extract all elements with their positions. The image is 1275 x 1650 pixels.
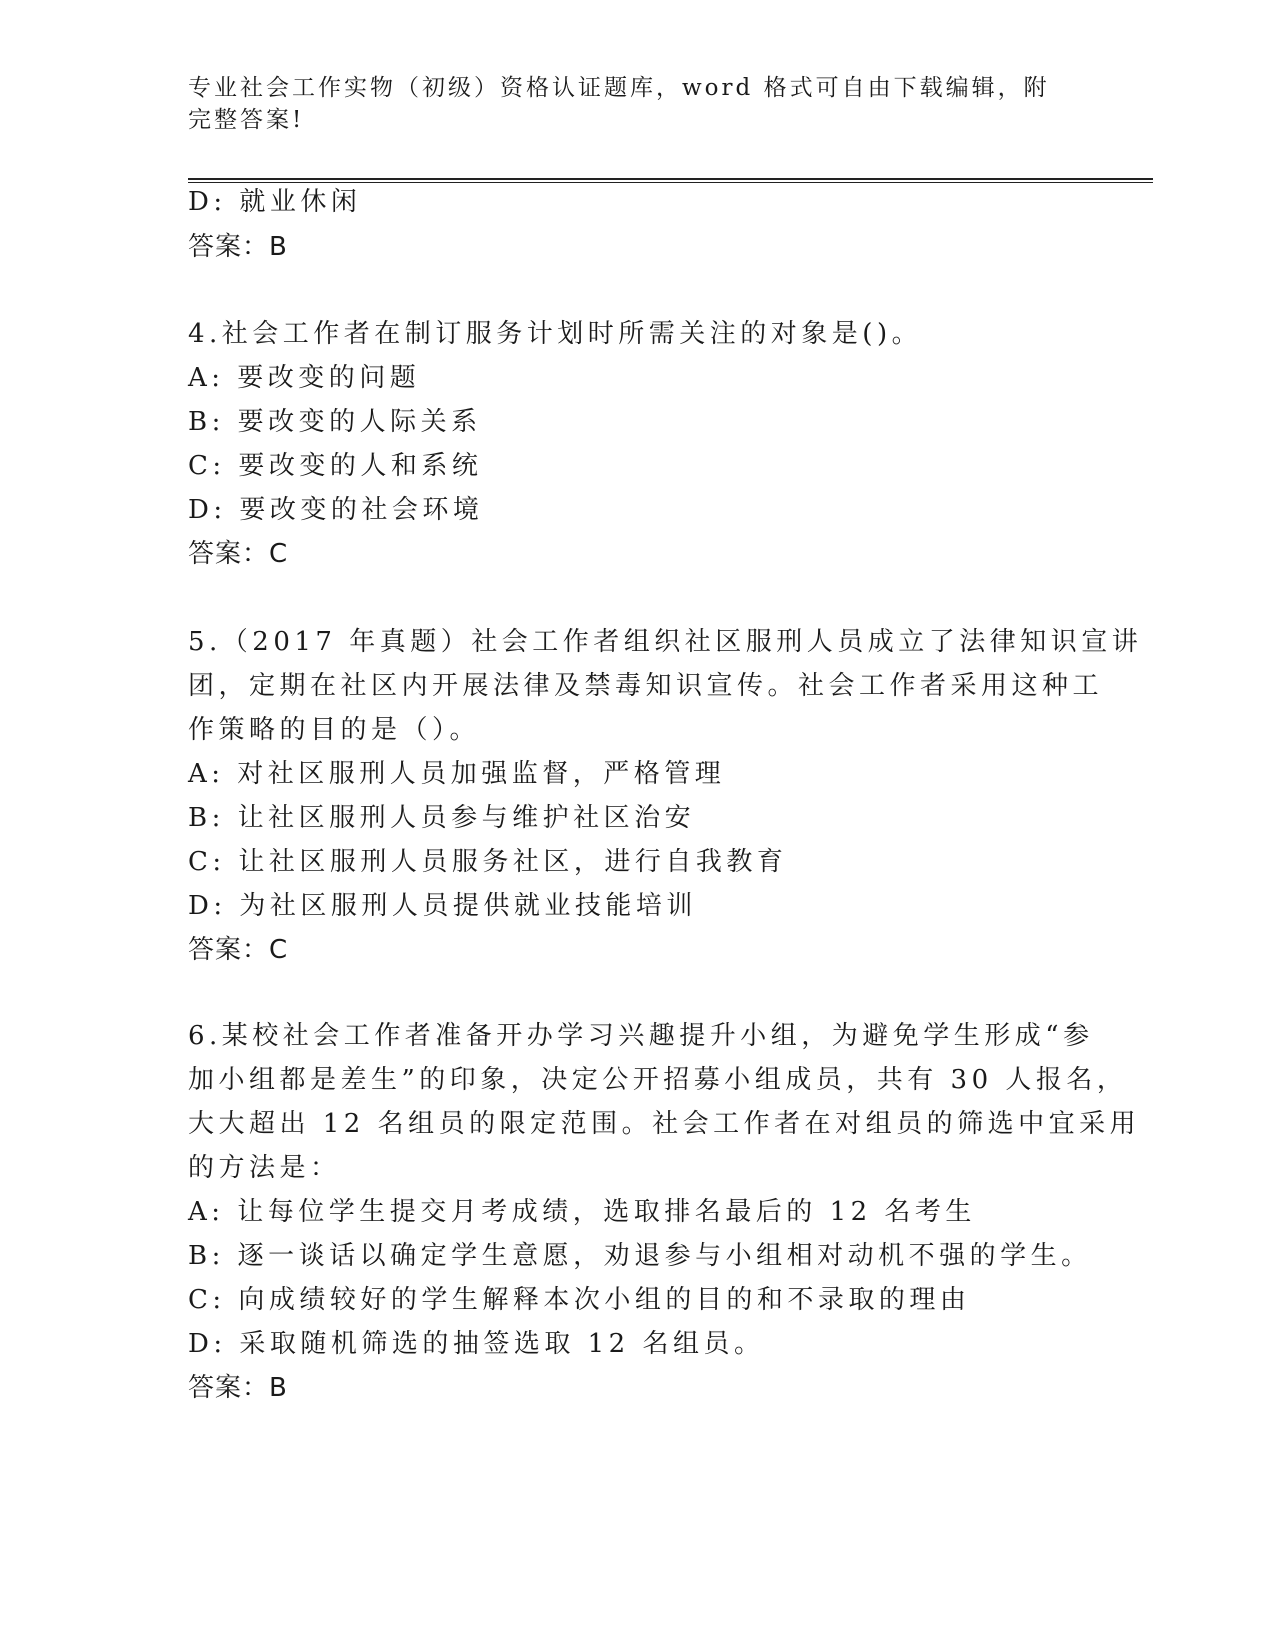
prev-answer: 答案：B — [188, 232, 288, 262]
q5-answer: 答案：C — [188, 935, 289, 965]
q5-stem-line-2: 团，定期在社区内开展法律及禁毒知识宣传。社会工作者采用这种工 — [188, 671, 1104, 701]
q5-option-c: C: 让社区服刑人员服务社区，进行自我教育 — [188, 847, 788, 877]
page-header: 专业社会工作实物（初级）资格认证题库，word 格式可自由下载编辑，附完整答案! — [188, 75, 1050, 133]
q5-option-b: B: 让社区服刑人员参与维护社区治安 — [188, 803, 696, 833]
q4-answer: 答案：C — [188, 539, 289, 569]
q5-option-a: A: 对社区服刑人员加强监督，严格管理 — [188, 759, 726, 789]
q5-stem-line-3: 作策略的目的是（）。 — [188, 715, 481, 745]
prev-option-d: D: 就业休闲 — [188, 187, 362, 217]
q6-stem-line-2: 加小组都是差生”的印象，决定公开招募小组成员，共有 30 人报名， — [188, 1065, 1128, 1095]
q4-option-b: B: 要改变的人际关系 — [188, 407, 482, 437]
q6-answer: 答案：B — [188, 1373, 288, 1403]
q6-option-c: C: 向成绩较好的学生解释本次小组的目的和不录取的理由 — [188, 1285, 971, 1315]
q6-stem-line-1: 6.某校社会工作者准备开办学习兴趣提升小组，为避免学生形成“参 — [188, 1021, 1094, 1051]
q6-option-b: B: 逐一谈话以确定学生意愿，劝退参与小组相对动机不强的学生。 — [188, 1241, 1092, 1271]
q4-stem: 4.社会工作者在制订服务计划时所需关注的对象是()。 — [188, 319, 923, 349]
q6-stem-line-3: 大大超出 12 名组员的限定范围。社会工作者在对组员的筛选中宜采用 — [188, 1109, 1141, 1139]
q6-option-a: A: 让每位学生提交月考成绩，选取排名最后的 12 名考生 — [188, 1197, 976, 1227]
header-divider — [188, 178, 1153, 183]
q4-option-c: C: 要改变的人和系统 — [188, 451, 483, 481]
q6-stem-line-4: 的方法是： — [188, 1153, 341, 1183]
q4-option-a: A: 要改变的问题 — [188, 363, 421, 393]
q5-stem-line-1: 5.（2017 年真题）社会工作者组织社区服刑人员成立了法律知识宣讲 — [188, 627, 1143, 657]
q5-option-d: D: 为社区服刑人员提供就业技能培训 — [188, 891, 697, 921]
q6-option-d: D: 采取随机筛选的抽签选取 12 名组员。 — [188, 1329, 765, 1359]
q4-option-d: D: 要改变的社会环境 — [188, 495, 484, 525]
